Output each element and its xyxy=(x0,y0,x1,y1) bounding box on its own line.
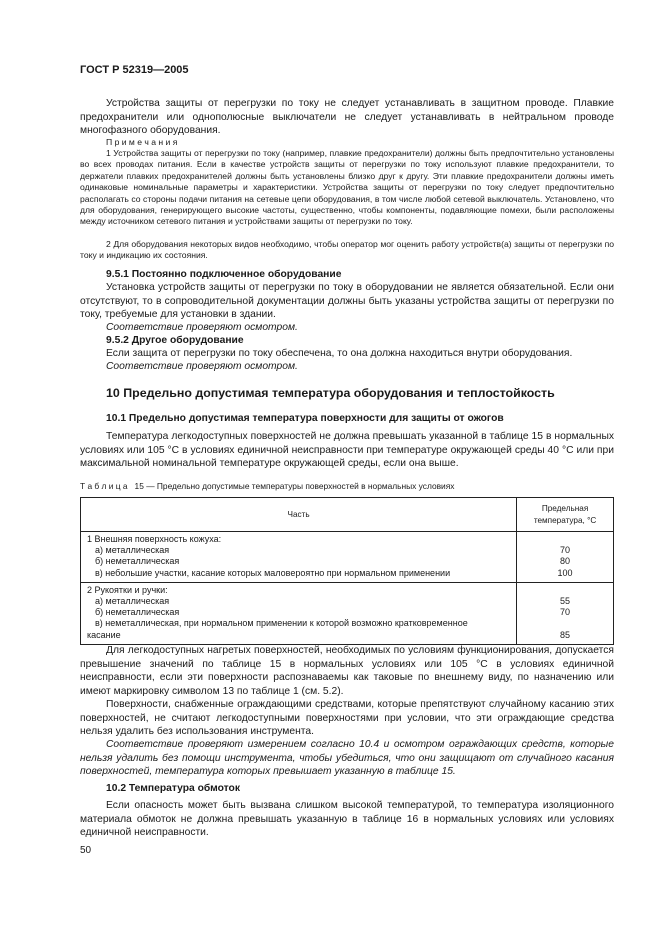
table-header-row xyxy=(81,498,614,532)
section-10-title: 10 Предельно допустимая температура оборудования и теплостойкость xyxy=(106,386,555,400)
after-table-paragraph-2: Поверхности, снабженные ограждающими средствами, которые препятствуют случайному касанию этих поверхностей, не считают легкодоступными поверхностями при условии, что эти ограждающие средства нельзя удалить без использования инструмента. xyxy=(80,699,614,738)
group-2-item-b: б) неметаллическая xyxy=(95,607,180,618)
section-9-5-2-text: Если защита от перегрузки по току обеспечена, то она должна находиться внутри оборудования. xyxy=(106,348,573,359)
page-number: 50 xyxy=(80,845,92,856)
col-header-temp xyxy=(517,498,614,532)
section-10-1-text: Температура легкодоступных поверхностей не должна превышать указанной в таблице 15 в нормальных условиях или 105 °С в условиях единичной неисправности при температуре окружающей среды 40 °С или при максимальной номинальной температуре окружающей среды, если она выше. xyxy=(80,431,614,470)
section-9-5-2-title: 9.5.2 Другое оборудование xyxy=(106,335,244,346)
section-10-2-text: Если опасность может быть вызвана слишком высокой температурой, то температура изоляционного материала обмоток не должна превышать указанную в таблице 16 в нормальных условиях или условиях единичной неисправности. xyxy=(80,800,614,839)
section-9-5-1-text: Установка устройств защиты от перегрузки по току в оборудовании не является обязательной. Если они отсутствуют, то в сопроводительной документации должны быть указаны устройства защиты от перегрузки по току, требуемые для установки в здании. xyxy=(80,282,614,321)
col-header-part: Часть xyxy=(81,498,517,532)
group-2-values xyxy=(517,582,614,644)
group-2-item-b-value: 70 xyxy=(560,607,571,618)
section-9-5-1-title: 9.5.1 Постоянно подключенное оборудование xyxy=(106,269,342,280)
note-2: 2 Для оборудования некоторых видов необходимо, чтобы оператор мог оценить работу устройств(а) защиты от перегрузки по току и индикацию их состояния. xyxy=(80,239,614,261)
after-table-paragraph-1: Для легкодоступных нагретых поверхностей, необходимых по условиям функционирования, допускается превышение значений по таблице 15 в нормальных условиях или 105 °С в условиях единичной неисправности, если эти поверхности распознаваемы как таковые по внешнему виду, по назначению или имеют маркировку символом 13 по таблице 1 (см. 5.2). xyxy=(80,645,614,697)
group-2-item-a-value: 55 xyxy=(560,596,571,607)
group-1-item-b-value: 80 xyxy=(560,556,571,567)
col-header-temp-line-1: Предельная xyxy=(541,504,589,514)
col-header-temp-line-2: температура, °С xyxy=(533,515,597,525)
after-table-paragraph-3: Соответствие проверяют измерением согласно 10.4 и осмотром ограждающих средств, которые нельзя удалить без помощи инструмента, чтобы убедиться, что они защищают от случайного касания поверхностей, температура которых превышает указанную в таблице 15. xyxy=(80,739,614,778)
intro-paragraph: Устройства защиты от перегрузки по току не следует устанавливать в защитном проводе. Плавкие предохранители или однополюсные выключатели не следует устанавливать в нейтральном проводе многофазного оборудования. xyxy=(80,98,614,137)
group-1-item-a: а) металлическая xyxy=(95,545,170,556)
table-caption-label: Т а б л и ц а xyxy=(80,481,128,491)
group-2-parts xyxy=(81,582,517,644)
group-1-values xyxy=(517,532,614,583)
group-1-item-c-value: 100 xyxy=(557,567,573,578)
doc-header: ГОСТ Р 52319—2005 xyxy=(80,64,189,76)
group-1-title: 1 Внешняя поверхность кожуха: xyxy=(87,534,222,544)
group-1-parts xyxy=(81,532,517,583)
group-2-item-a: а) металлическая xyxy=(95,596,170,607)
table-caption-text: 15 — Предельно допустимые температуры поверхностей в нормальных условиях xyxy=(134,481,455,491)
note-1: 1 Устройства защиты от перегрузки по току (например, плавкие предохранители) должны быть предпочтительно установлены во всех проводах питания. Если в качестве устройств защиты от перегрузки по току используют плавкие предохранители, то держатели плавких предохранителей должны быть установлены близко друг к другу. Эти плавкие предохранители должны иметь одинаковые номинальные параметры и характеристики. Устройства защиты от перегрузки по току следует предпочтительно располагать со стороны подачи питания на сетевые цепи оборудования, в том числе любой сетевой выключатель. Установлено, что для оборудования, генерирующего высокие частоты, существенно, чтобы компоненты, подавляющие помехи, были расположены между источником сетевого питания и устройствами защиты от перегрузки по току. xyxy=(80,148,614,227)
group-2-title: 2 Рукоятки и ручки: xyxy=(87,584,168,595)
group-2-item-c-line-1: в) неметаллическая, при нормальном применении к которой возможно кратковременное xyxy=(95,618,468,629)
temperature-table xyxy=(80,497,614,645)
group-1-item-c: в) небольшие участки, касание которых маловероятно при нормальном применении xyxy=(95,567,451,578)
section-10-1-title: 10.1 Предельно допустимая температура поверхности для защиты от ожогов xyxy=(106,413,504,424)
table-row-group-1 xyxy=(81,532,614,583)
group-2-item-c-line-2: касание xyxy=(87,629,121,640)
group-1-item-b: б) неметаллическая xyxy=(95,556,180,567)
table-caption xyxy=(80,481,454,491)
section-9-5-1-check: Соответствие проверяют осмотром. xyxy=(106,322,298,333)
section-10-2-title: 10.2 Температура обмоток xyxy=(106,783,240,794)
group-1-item-a-value: 70 xyxy=(560,545,571,556)
table-row-group-2 xyxy=(81,582,614,644)
section-9-5-2-check: Соответствие проверяют осмотром. xyxy=(106,361,298,372)
group-2-item-c-value: 85 xyxy=(560,629,571,640)
notes-heading: П р и м е ч а н и я xyxy=(106,137,178,147)
